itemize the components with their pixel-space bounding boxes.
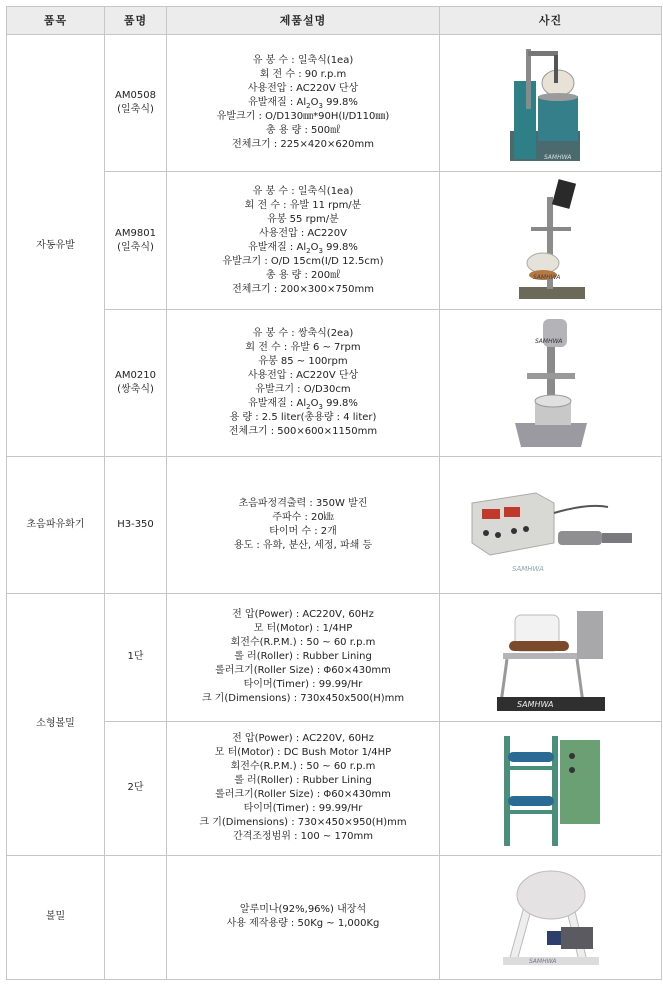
svg-text:SAMHWA: SAMHWA bbox=[528, 958, 556, 966]
spec-text: 유발재질 : Al bbox=[248, 241, 307, 253]
spec-text: O bbox=[310, 97, 319, 109]
description-cell bbox=[167, 310, 440, 457]
svg-text:SAMHWA: SAMHWA bbox=[516, 700, 553, 710]
description-cell bbox=[167, 593, 440, 721]
spec-line: 롤러크기(Roller Size) : Φ60×430mm bbox=[215, 665, 391, 677]
description-cell bbox=[167, 172, 440, 310]
spec-line: 유 봉 수 : 일축식(1ea) bbox=[252, 185, 354, 197]
spec-line: 유발크기 : O/D130㎜*90H(I/D110㎜) bbox=[216, 111, 390, 123]
product-table bbox=[6, 6, 662, 980]
spec-line: 회 전 수 : 90 r.p.m bbox=[259, 69, 347, 81]
model-cell bbox=[105, 172, 167, 310]
model-cell bbox=[105, 721, 167, 855]
spec-line: 전체크기 : 200×300×750mm bbox=[232, 283, 374, 295]
header-category: 품목 bbox=[7, 7, 105, 35]
spec-text: 99.8% bbox=[322, 241, 358, 253]
spec-text: O bbox=[310, 398, 319, 410]
spec-line: 타이머(Timer) : 99.99/Hr bbox=[243, 679, 363, 691]
svg-text:SAMHWA: SAMHWA bbox=[534, 338, 562, 346]
spec-text: 99.8% bbox=[322, 97, 358, 109]
auto-mortar-photo bbox=[496, 41, 606, 166]
description-cell bbox=[167, 35, 440, 172]
svg-text:SAMHWA: SAMHWA bbox=[532, 273, 560, 281]
spec-line: 전 압(Power) : AC220V, 60Hz bbox=[232, 733, 374, 745]
spec-line: 유봉 85 ~ 100rpm bbox=[258, 356, 348, 368]
table-row bbox=[7, 457, 662, 593]
spec-text: 2 bbox=[306, 403, 311, 412]
spec-line bbox=[167, 397, 439, 411]
product-photo-cell bbox=[440, 593, 662, 721]
spec-line: 모 터(Motor) : 1/4HP bbox=[253, 623, 353, 635]
spec-line: 전 압(Power) : AC220V, 60Hz bbox=[232, 609, 374, 621]
model-name: AM0210 bbox=[115, 370, 156, 382]
spec-line: 회 전 수 : 유발 6 ~ 7rpm bbox=[245, 342, 361, 354]
spec-text: 유발재질 : Al bbox=[248, 97, 307, 109]
spec-line: 유봉 55 rpm/분 bbox=[267, 213, 339, 225]
spec-line bbox=[167, 241, 439, 255]
spec-line: 롤러크기(Roller Size) : Φ60×430mm bbox=[215, 789, 391, 801]
spec-text: O bbox=[310, 241, 319, 253]
description-cell bbox=[167, 457, 440, 593]
model-type: (일축식) bbox=[117, 241, 154, 253]
spec-text: 2 bbox=[306, 246, 311, 255]
spec-text: 2 bbox=[306, 102, 311, 111]
spec-line: 알루미나(92%,96%) 내장석 bbox=[239, 904, 367, 916]
product-photo-cell bbox=[440, 172, 662, 310]
spec-line: 타이머 수 : 2개 bbox=[269, 526, 337, 537]
svg-text:SAMHWA: SAMHWA bbox=[511, 565, 544, 573]
model-name: 1단 bbox=[127, 651, 144, 663]
model-name: H3-350 bbox=[117, 519, 154, 530]
spec-line: 유발크기 : O/D30cm bbox=[255, 384, 351, 396]
auto-mortar-photo bbox=[511, 177, 591, 305]
spec-line: 전체크기 : 225×420×620mm bbox=[232, 139, 374, 151]
model-cell bbox=[105, 457, 167, 593]
product-photo-cell bbox=[440, 35, 662, 172]
model-cell bbox=[105, 593, 167, 721]
spec-line: 유발크기 : O/D 15cm(I/D 12.5cm) bbox=[222, 255, 384, 267]
spec-line: 총 용 량 : 200㎖ bbox=[265, 269, 341, 281]
description-cell bbox=[167, 721, 440, 855]
ultrasonic-emulsifier-photo bbox=[468, 473, 634, 577]
small-ball-mill-1-photo bbox=[493, 601, 609, 713]
table-row bbox=[7, 593, 662, 721]
spec-line: 모 터(Motor) : DC Bush Motor 1/4HP bbox=[214, 747, 392, 759]
spec-text: 3 bbox=[318, 246, 323, 255]
spec-text: 99.8% bbox=[322, 398, 358, 410]
model-cell bbox=[105, 310, 167, 457]
table-row bbox=[7, 855, 662, 979]
spec-line: 초음파정격출력 : 350W 발진 bbox=[238, 498, 368, 509]
header-desc: 제품설명 bbox=[167, 7, 440, 35]
model-name: AM0508 bbox=[115, 90, 156, 102]
spec-line: 롤 러(Roller) : Rubber Lining bbox=[234, 651, 372, 663]
table-row bbox=[7, 310, 662, 457]
spec-line: 사용전압 : AC220V 단상 bbox=[247, 83, 359, 95]
spec-text: 유발재질 : Al bbox=[248, 398, 307, 410]
product-photo-cell bbox=[440, 310, 662, 457]
auto-mortar-photo bbox=[509, 315, 593, 451]
spec-text: 3 bbox=[318, 102, 323, 111]
spec-line: 간격조정범위 : 100 ~ 170mm bbox=[232, 831, 374, 843]
product-photo-cell bbox=[440, 721, 662, 855]
spec-line: 전체크기 : 500×600×1150mm bbox=[228, 426, 378, 438]
table-row bbox=[7, 35, 662, 172]
spec-text: 3 bbox=[318, 403, 323, 412]
header-row bbox=[7, 7, 662, 35]
spec-line: 총 용 량 : 500㎖ bbox=[265, 125, 341, 137]
spec-line: 사용 제작용량 : 50Kg ~ 1,000Kg bbox=[226, 918, 380, 930]
model-name: AM9801 bbox=[115, 227, 156, 239]
category-cell: 볼밀 bbox=[7, 855, 105, 979]
product-photo-cell bbox=[440, 457, 662, 593]
model-cell bbox=[105, 855, 167, 979]
header-photo: 사진 bbox=[440, 7, 662, 35]
product-photo-cell bbox=[440, 855, 662, 979]
ball-mill-photo bbox=[499, 865, 603, 969]
model-cell bbox=[105, 35, 167, 172]
spec-line: 크 기(Dimensions) : 730×450×950(H)mm bbox=[199, 817, 407, 829]
spec-line: 롤 러(Roller) : Rubber Lining bbox=[234, 775, 372, 787]
model-type: (일축식) bbox=[117, 104, 154, 116]
category-cell: 초음파유화기 bbox=[7, 457, 105, 593]
spec-line: 크 기(Dimensions) : 730x450x500(H)mm bbox=[201, 693, 405, 705]
spec-line: 회 전 수 : 유발 11 rpm/분 bbox=[244, 199, 362, 211]
model-type: (쌍축식) bbox=[117, 384, 154, 396]
category-cell: 소형볼밀 bbox=[7, 593, 105, 855]
table-row bbox=[7, 721, 662, 855]
spec-line: 사용전압 : AC220V 단상 bbox=[247, 370, 359, 382]
spec-line: 용 량 : 2.5 liter(총용량 : 4 liter) bbox=[229, 412, 377, 424]
spec-line: 사용전압 : AC220V bbox=[259, 227, 347, 239]
header-model: 품명 bbox=[105, 7, 167, 35]
spec-line: 회전수(R.P.M.) : 50 ~ 60 r.p.m bbox=[230, 761, 376, 773]
table-row bbox=[7, 172, 662, 310]
spec-line bbox=[167, 96, 439, 110]
svg-text:SAMHWA: SAMHWA bbox=[543, 153, 571, 161]
spec-line: 유 봉 수 : 일축식(1ea) bbox=[252, 55, 354, 67]
spec-line: 회전수(R.P.M.) : 50 ~ 60 r.p.m bbox=[230, 637, 376, 649]
spec-line: 타이머(Timer) : 99.99/Hr bbox=[243, 803, 363, 815]
category-cell: 자동유발 bbox=[7, 35, 105, 457]
description-cell bbox=[167, 855, 440, 979]
spec-line: 주파수 : 20㎑ bbox=[272, 512, 334, 523]
small-ball-mill-2-photo bbox=[496, 726, 606, 850]
spec-line: 유 봉 수 : 쌍축식(2ea) bbox=[252, 328, 354, 340]
model-name: 2단 bbox=[127, 782, 144, 794]
spec-line: 용도 : 유화, 분산, 세정, 파쇄 등 bbox=[233, 540, 373, 551]
